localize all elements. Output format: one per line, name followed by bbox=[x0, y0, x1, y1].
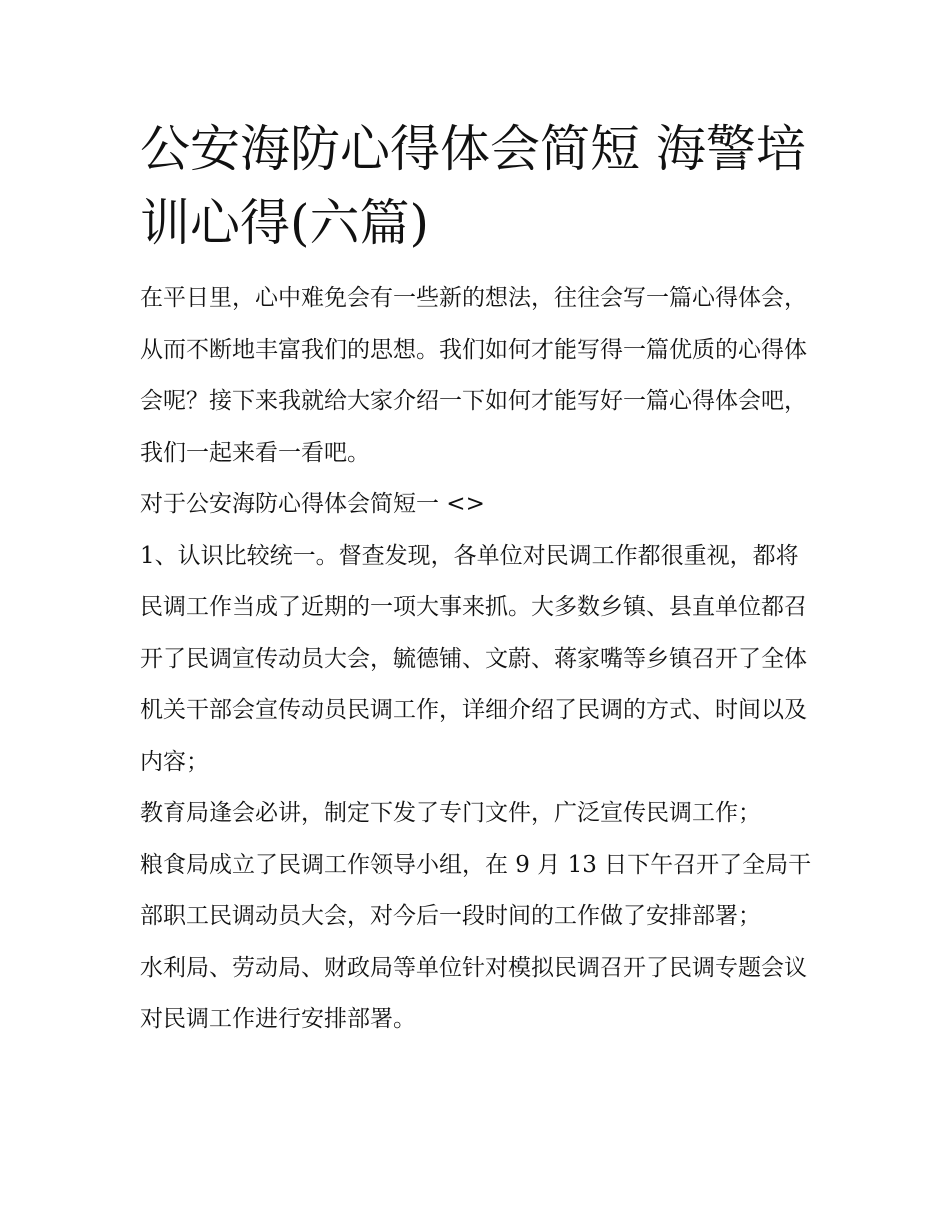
paragraph-grain-bureau: 粮食局成立了民调工作领导小组，在 9 月 13 日下午召开了全局干部职工民调动员大会，对今后一段时间的工作做了安排部署； bbox=[140, 851, 812, 929]
paragraph-section-heading: 对于公安海防心得体会简短一 <> bbox=[140, 491, 485, 517]
paragraph-education-bureau: 教育局逢会必讲，制定下发了专门文件，广泛宣传民调工作； bbox=[140, 800, 761, 826]
paragraph-water-bureau: 水利局、劳动局、财政局等单位针对模拟民调召开了民调专题会议对民调工作进行安排部署。 bbox=[140, 954, 807, 1032]
document-title: 公安海防心得体会简短 海警培训心得(六篇) bbox=[140, 120, 806, 252]
document-body bbox=[140, 273, 820, 1046]
paragraph-point-1: 1、认识比较统一。督查发现，各单位对民调工作都很重视，都将民调工作当成了近期的一项大事来抓。大多数乡镇、县直单位都召开了民调宣传动员大会，毓德铺、文蔚、蒋家嘴等乡镇召开了全体机关干部会宣传动员民调工作，详细介绍了民调的方式、时间以及内容； bbox=[140, 542, 807, 775]
paragraph-intro: 在平日里，心中难免会有一些新的想法，往往会写一篇心得体会，从而不断地丰富我们的思想。我们如何才能写得一篇优质的心得体会呢？接下来我就给大家介绍一下如何才能写好一篇心得体会吧，我们一起来看一看吧。 bbox=[140, 285, 807, 466]
